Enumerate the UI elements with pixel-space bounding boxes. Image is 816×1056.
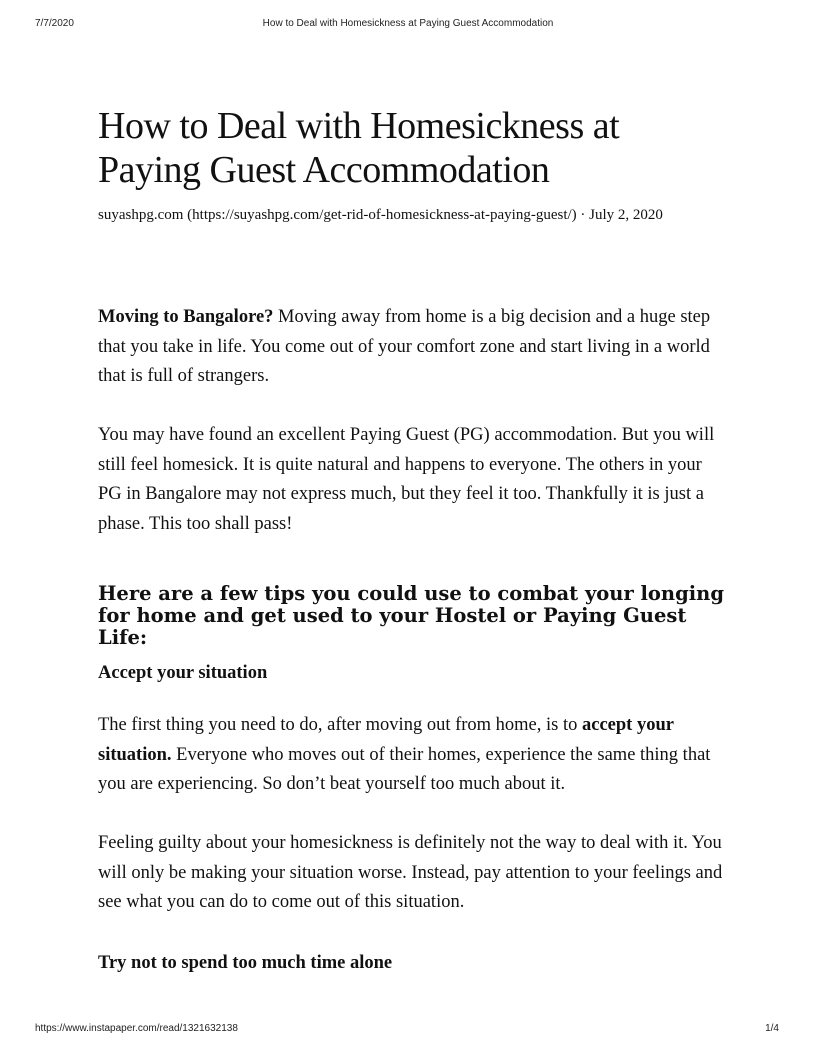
print-url: https://www.instapaper.com/read/1321632138	[35, 1023, 238, 1034]
article-title: How to Deal with Homesickness at Paying Guest Accommodation	[98, 105, 620, 191]
subheading-accept: Accept your situation	[98, 663, 268, 683]
article-byline: suyashpg.com (https://suyashpg.com/get-rid-of-homesickness-at-paying-guest/) · July 2, 2020	[98, 207, 663, 223]
tips-heading: Here are a few tips you could use to combat your longing for home and get used to your Hostel or Paying Guest Life:	[98, 582, 724, 649]
intro-bold-lead: Moving to Bangalore?	[98, 307, 274, 327]
subheading-alone: Try not to spend too much time alone	[98, 953, 393, 973]
print-footer	[0, 1023, 816, 1037]
print-page-title: How to Deal with Homesickness at Paying Guest Accommodation	[262, 18, 554, 29]
paragraph-pg: You may have found an excellent Paying Guest (PG) accommodation. But you will still feel homesick. It is quite natural and happens to everyone. The others in your PG in Bangalore may not express much, but they feel it too. Thankfully it is just a phase. This too shall pass!	[98, 425, 715, 534]
accept-text-rest: Everyone who moves out of their homes, experience the same thing that you are experiencing. So don’t beat yourself too much about it.	[98, 744, 711, 794]
print-page-number: 1/4	[765, 1023, 779, 1034]
print-header	[0, 18, 816, 32]
accept-text-start: The first thing you need to do, after moving out from home, is to	[98, 715, 582, 735]
paragraph-accept	[98, 711, 728, 800]
paragraph-guilty: Feeling guilty about your homesickness is definitely not the way to deal with it. You will only be making your situation worse. Instead, pay attention to your feelings and see what you can do to come out of this situation.	[98, 833, 723, 912]
paragraph-intro	[98, 303, 728, 392]
intro-text: Moving away from home is a big decision and a huge step that you take in life. You come out of your comfort zone and start living in a world that is full of strangers.	[98, 307, 711, 386]
accept-bold: accept your situation.	[98, 715, 674, 765]
print-date: 7/7/2020	[35, 18, 74, 29]
